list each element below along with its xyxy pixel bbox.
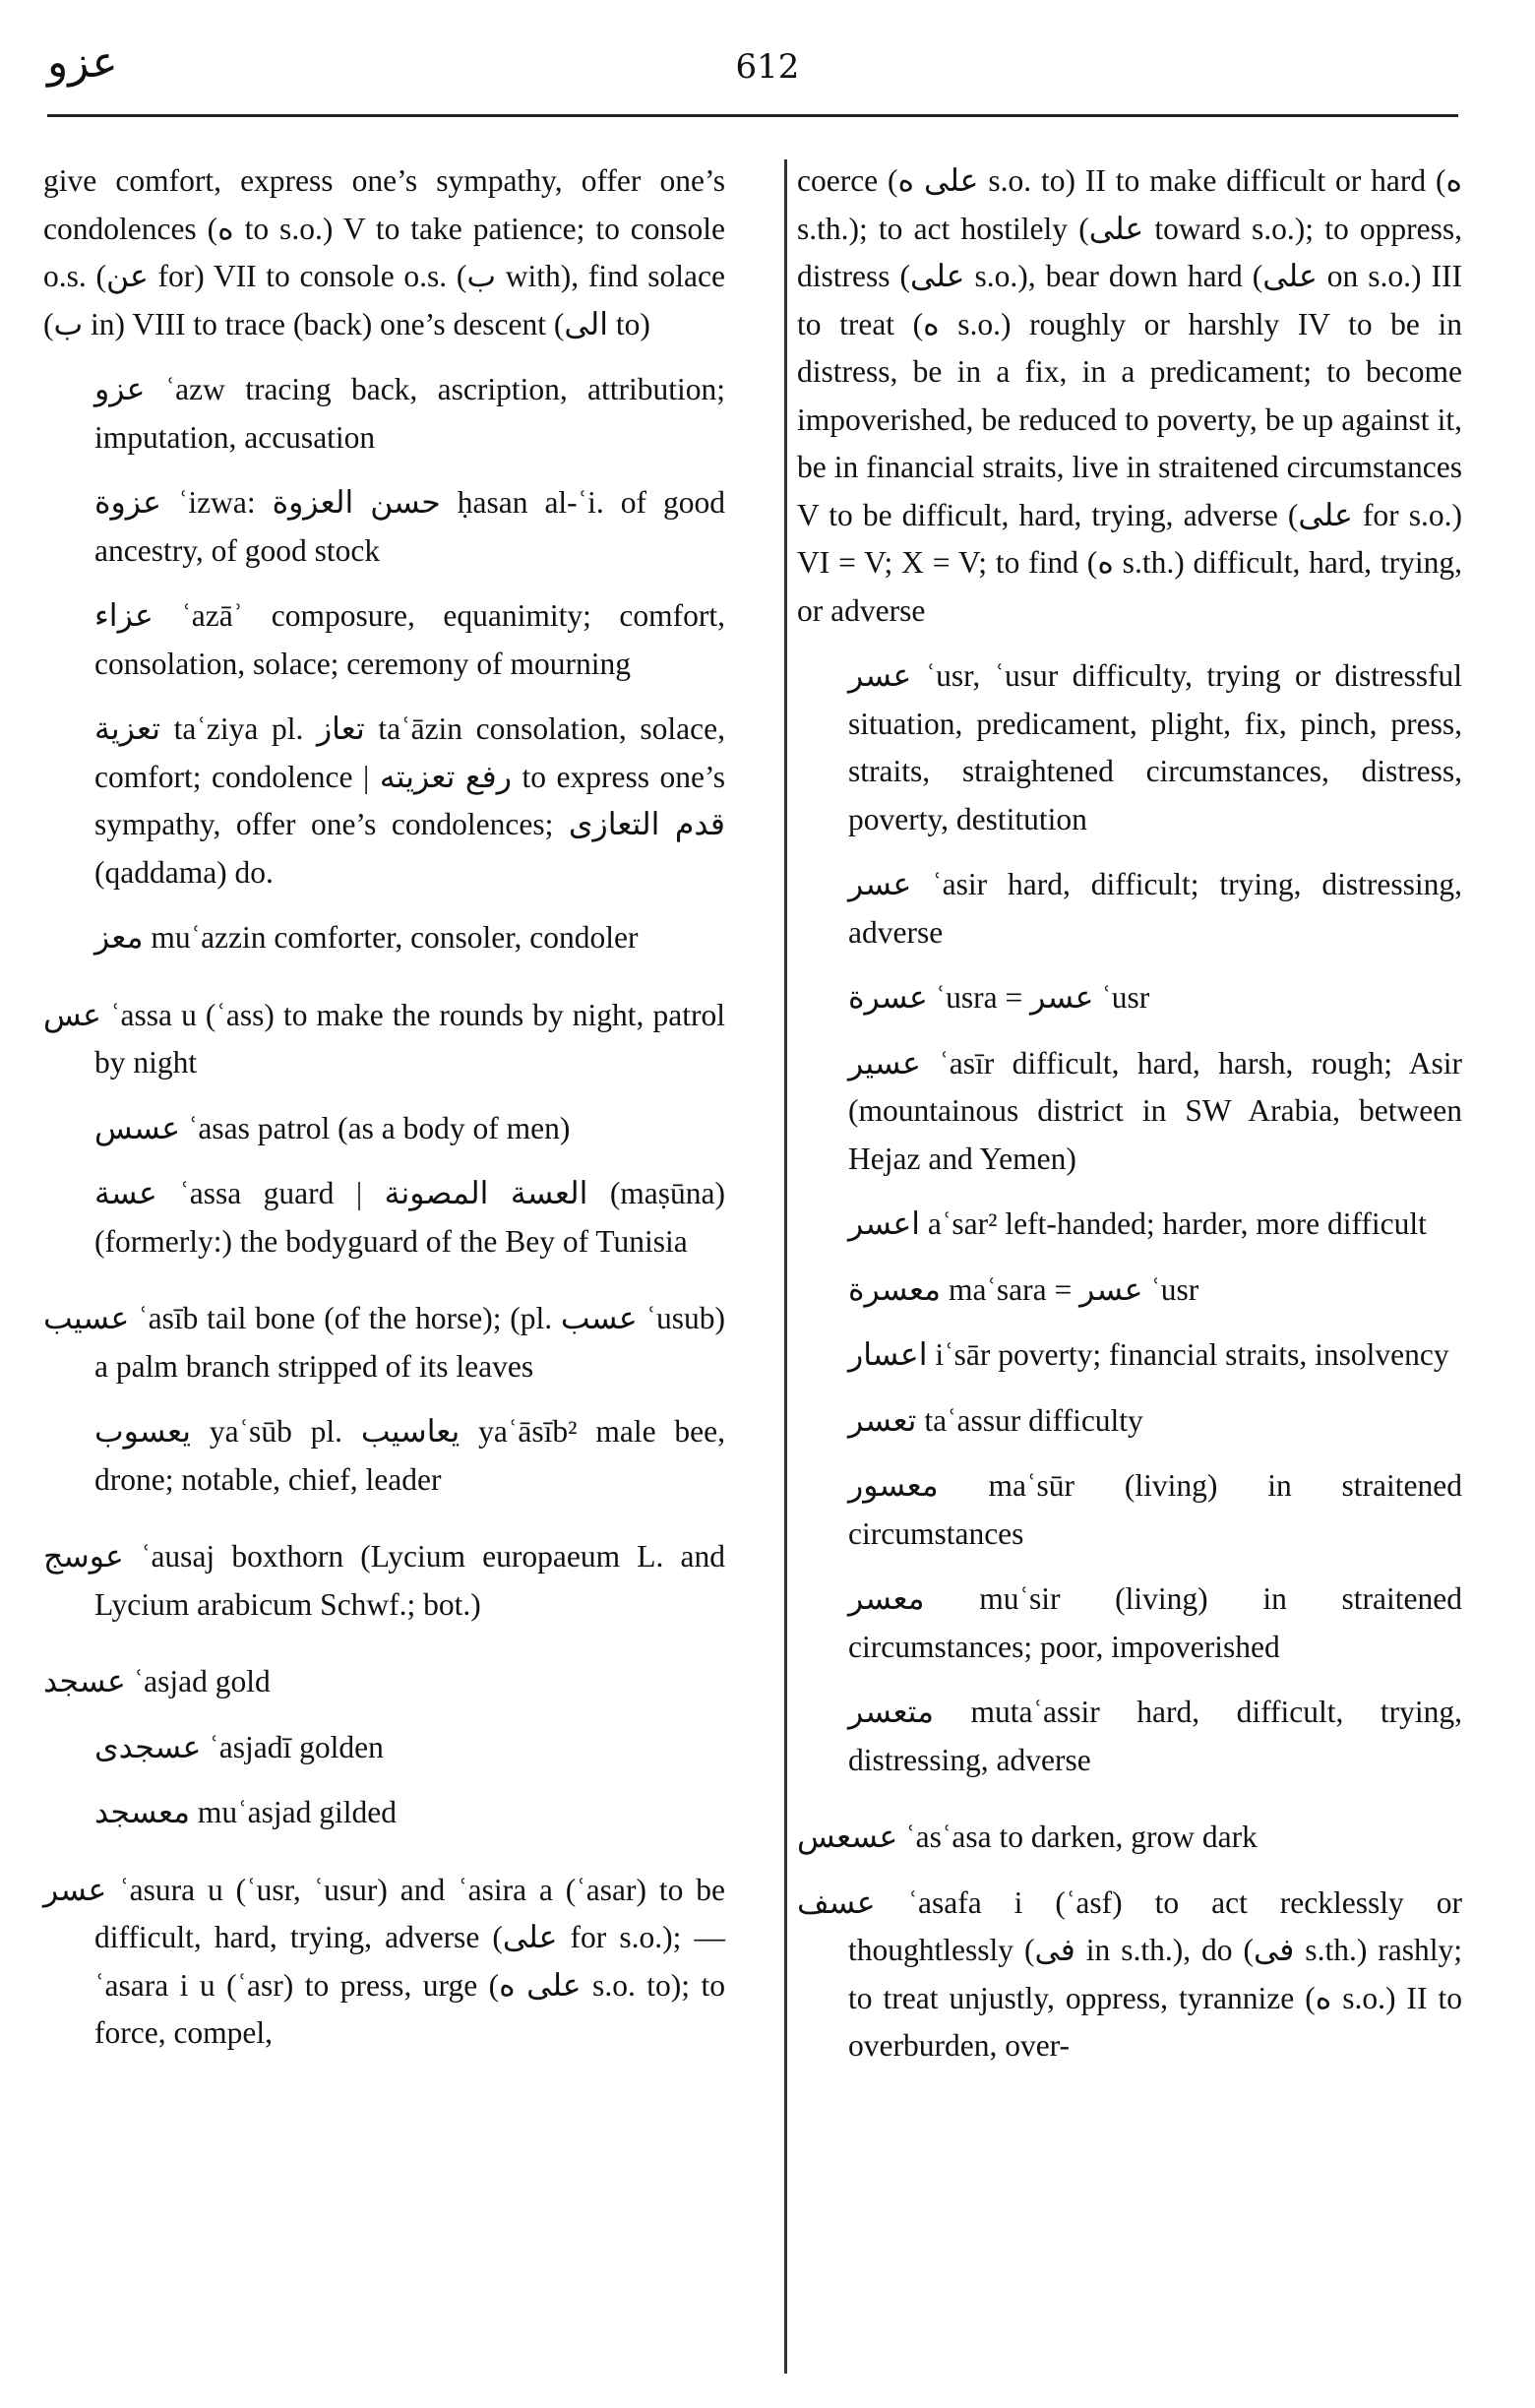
main-entry: عسف ʿasafa i (ʿasf) to act recklessly or thoughtlessly (فى in s.th.), do (فى s.th.) rashly; to treat unjustly, oppress, tyrannize (ه s.o.) II to overburden, over- (797, 1884, 1463, 2063)
left-column (43, 157, 725, 2058)
header-rule (47, 114, 1458, 117)
sub-entry: معسجد muʿasjad gilded (94, 1795, 397, 1829)
sub-entry: عسرة ʿusra = عسر ʿusr (848, 980, 1150, 1015)
entry-continuation: give comfort, express one’s sympathy, offer one’s condolences (ه to s.o.) V to take patience; to console o.s. (عن for) VII to console o.s. (ب with), find solace (ب in) VIII to trace (back) one’s descent (الى to) (43, 163, 726, 341)
sub-entry: تعسر taʿassur difficulty (848, 1402, 1143, 1438)
guide-word: عزو (47, 37, 118, 88)
sub-entry: عسر ʿusr, ʿusur difficulty, trying or distressful situation, predicament, plight, fix, pinch, press, straits, straightened circumstances, distress, poverty, destitution (848, 658, 1462, 836)
sub-entry: يعسوب yaʿsūb pl. يعاسيب yaʿāsīb² male bee, drone; notable, chief, leader (94, 1414, 725, 1497)
main-entry: عس ʿassa u (ʿass) to make the rounds by night, patrol by night (43, 997, 725, 1080)
sub-entry: معز muʿazzin comforter, consoler, condoler (94, 920, 639, 955)
column-divider (784, 159, 787, 2374)
entry-continuation: coerce (على ه s.o. to) II to make difficult or hard (ه s.th.); to act hostilely (على toward s.o.); to oppress, distress (على s.o.), bear down hard (على on s.o.) III to treat (ه s.o.) roughly or harshly IV to be in distress, be in a fix, in a predicament; to become impoverished, be reduced to poverty, be up against it, be in financial straits, live in straitened circumstances V to be difficult, hard, trying, adverse (على for s.o.) VI = V; X = V; to find (ه s.th.) difficult, hard, trying, or adverse (797, 163, 1462, 628)
page-header (0, 0, 1535, 138)
sub-entry: عسجدى ʿasjadī golden (94, 1729, 384, 1764)
main-entry: عسيب ʿasīb tail bone (of the horse); (pl. عسب ʿusub) a palm branch stripped of its leaves (43, 1301, 725, 1384)
sub-entry: معسر muʿsir (living) in straitened circumstances; poor, impoverished (848, 1581, 1462, 1664)
main-entry: عوسج ʿausaj boxthorn (Lycium europaeum L. and Lycium arabicum Schwf.; bot.) (43, 1539, 725, 1622)
sub-entry: معسرة maʿsara = عسر ʿusr (848, 1271, 1199, 1307)
sub-entry: عسير ʿasīr difficult, hard, harsh, rough; Asir (mountainous district in SW Arabia, between Hejaz and Yemen) (848, 1045, 1462, 1176)
sub-entry: متعسر mutaʿassir hard, difficult, trying, distressing, adverse (848, 1695, 1462, 1777)
right-column (797, 157, 1462, 2070)
main-entry: عسعس ʿasʿasa to darken, grow dark (797, 1820, 1258, 1854)
sub-entry: عسة ʿassa guard | العسة المصونة (maṣūna) (formerly:) the bodyguard of the Bey of Tunisia (94, 1176, 726, 1259)
sub-entry: عزاء ʿazāʾ composure, equanimity; comfort, consolation, solace; ceremony of mourning (94, 598, 725, 681)
sub-entry: عسس ʿasas patrol (as a body of men) (94, 1110, 571, 1145)
sub-entry: عزوة ʿizwa: حسن العزوة ḥasan al-ʿi. of good ancestry, of good stock (94, 485, 725, 568)
main-entry: عسر ʿasura u (ʿusr, ʿusur) and ʿasira a (ʿasar) to be difficult, hard, trying, adverse (على for s.o.); — ʿasara i u (ʿasr) to press, urge (على ه s.o. to); to force, compel, (43, 1872, 726, 2050)
main-entry: عسجد ʿasjad gold (43, 1664, 271, 1698)
page-number: 612 (735, 47, 800, 87)
sub-entry: عسر ʿasir hard, difficult; trying, distressing, adverse (848, 867, 1462, 950)
sub-entry: اعسر aʿsar² left-handed; harder, more difficult (848, 1206, 1427, 1241)
sub-entry: عزو ʿazw tracing back, ascription, attribution; imputation, accusation (94, 372, 725, 455)
sub-entry: تعزية taʿziya pl. تعاز taʿāzin consolation, solace, comfort; condolence | رفع تعزيته to express one’s sympathy, offer one’s condolences; قدم التعازى (qaddama) do. (94, 711, 726, 890)
sub-entry: معسور maʿsūr (living) in straitened circumstances (848, 1468, 1462, 1551)
sub-entry: اعسار iʿsār poverty; financial straits, insolvency (848, 1337, 1449, 1372)
